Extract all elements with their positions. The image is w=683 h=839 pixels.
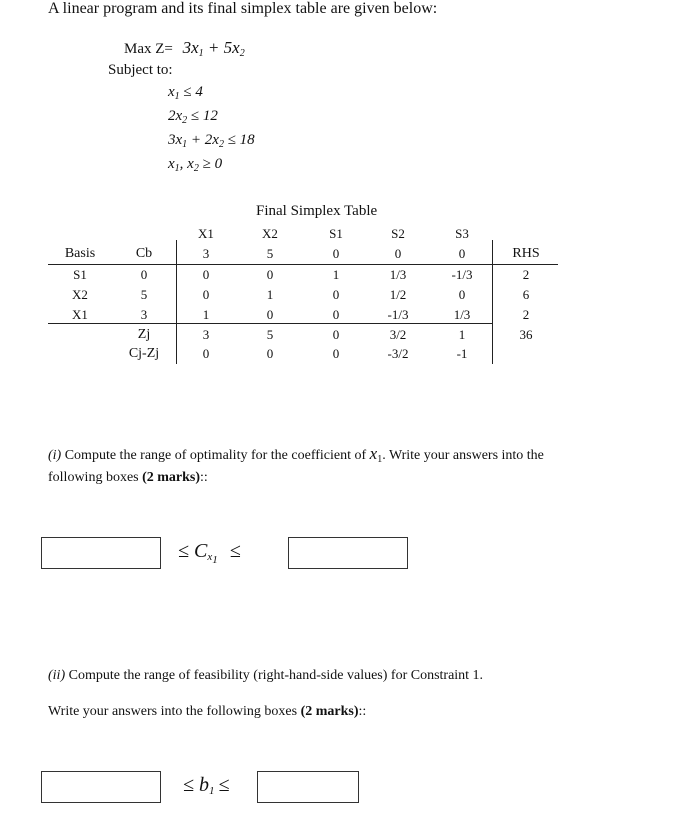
table-divider <box>492 240 493 364</box>
question-1-line-1: (i) Compute the range of optimality for the coefficient of $x_1$. Write your answers into the <box>48 444 544 465</box>
cost-x1: 3 <box>202 246 210 261</box>
table-cell: 1 <box>458 327 466 342</box>
table-cell: 0 <box>332 327 340 342</box>
question-2-line-1: (ii) Compute the range of feasibility (right-hand-side values) for Constraint 1. <box>48 668 484 683</box>
basis-label: Basis <box>64 246 96 261</box>
table-cell: 0 <box>332 287 340 302</box>
cb-s1: 0 <box>140 267 148 282</box>
table-cell: 0 <box>332 307 340 322</box>
table-title: Final Simplex Table <box>256 203 378 219</box>
table-cell: -1 <box>456 346 468 361</box>
table-cell: 1/3 <box>453 307 471 322</box>
basis-x1: X1 <box>72 307 88 322</box>
table-divider <box>176 240 177 364</box>
range-feasibility-lower-input[interactable] <box>41 771 161 803</box>
intro-text: A linear program and its final simplex table are given below: <box>48 0 438 17</box>
cost-s1: 0 <box>332 246 340 261</box>
cb-x2: 5 <box>140 287 148 302</box>
table-cell: 3/2 <box>389 327 407 342</box>
optimality-inequality: ≤ $C_{x_1}$ ≤ <box>178 540 241 566</box>
feasibility-inequality: ≤ $b_1$ ≤ <box>183 774 230 797</box>
zj-rhs: 36 <box>519 327 533 342</box>
range-optimality-lower-input[interactable] <box>41 537 161 569</box>
cjzj-label: Cj-Zj <box>128 346 160 361</box>
cost-s2: 0 <box>394 246 402 261</box>
table-cell: 1/3 <box>389 267 407 282</box>
cb-label: Cb <box>135 246 153 261</box>
table-cell: 3 <box>202 327 210 342</box>
table-cell: 1 <box>202 307 210 322</box>
table-cell: 1 <box>332 267 340 282</box>
objective-expression: $3x_1 + 5x_2$ <box>182 38 245 59</box>
table-cell: 1/2 <box>389 287 407 302</box>
table-cell: 5 <box>266 327 274 342</box>
table-cell: 0 <box>202 287 210 302</box>
table-cell: -3/2 <box>387 346 409 361</box>
constraint-1: $x_1 \le 4$ <box>168 84 203 102</box>
range-optimality-upper-input[interactable] <box>288 537 408 569</box>
table-cell: -1/3 <box>387 307 409 322</box>
cost-x2: 5 <box>266 246 274 261</box>
table-cell: 0 <box>332 346 340 361</box>
rhs-s1: 2 <box>522 267 530 282</box>
constraint-nonneg: $x_1$, $x_2 \ge 0$ <box>168 156 223 174</box>
header-s2: S2 <box>391 226 405 241</box>
objective-label: Max Z= <box>124 41 173 57</box>
table-cell: 0 <box>458 287 466 302</box>
question-2-line-2: Write your answers into the following boxes (2 marks):: <box>48 704 367 719</box>
objective-function <box>124 38 245 59</box>
table-cell: 0 <box>202 346 210 361</box>
cb-x1: 3 <box>140 307 148 322</box>
zj-label: Zj <box>137 327 151 342</box>
table-cell: 1 <box>266 287 274 302</box>
question-1-line-2: following boxes (2 marks):: <box>48 470 208 485</box>
range-feasibility-upper-input[interactable] <box>257 771 359 803</box>
table-cell: 0 <box>266 307 274 322</box>
basis-x2: X2 <box>72 287 88 302</box>
subject-to-label: Subject to: <box>108 62 173 78</box>
rhs-x2: 6 <box>522 287 530 302</box>
header-s1: S1 <box>329 226 343 241</box>
cost-s3: 0 <box>458 246 466 261</box>
constraint-3: $3x_1 + 2x_2 \le 18$ <box>168 132 255 150</box>
header-s3: S3 <box>455 226 469 241</box>
constraint-2: $2x_2 \le 12$ <box>168 108 218 126</box>
rhs-x1: 2 <box>522 307 530 322</box>
header-x2: X2 <box>262 226 278 241</box>
rhs-label: RHS <box>512 246 540 261</box>
table-rule <box>48 323 492 324</box>
header-x1: X1 <box>198 226 214 241</box>
table-cell: 0 <box>266 267 274 282</box>
table-cell: -1/3 <box>451 267 473 282</box>
table-cell: 0 <box>202 267 210 282</box>
table-rule <box>48 264 558 265</box>
basis-s1: S1 <box>73 267 87 282</box>
table-cell: 0 <box>266 346 274 361</box>
